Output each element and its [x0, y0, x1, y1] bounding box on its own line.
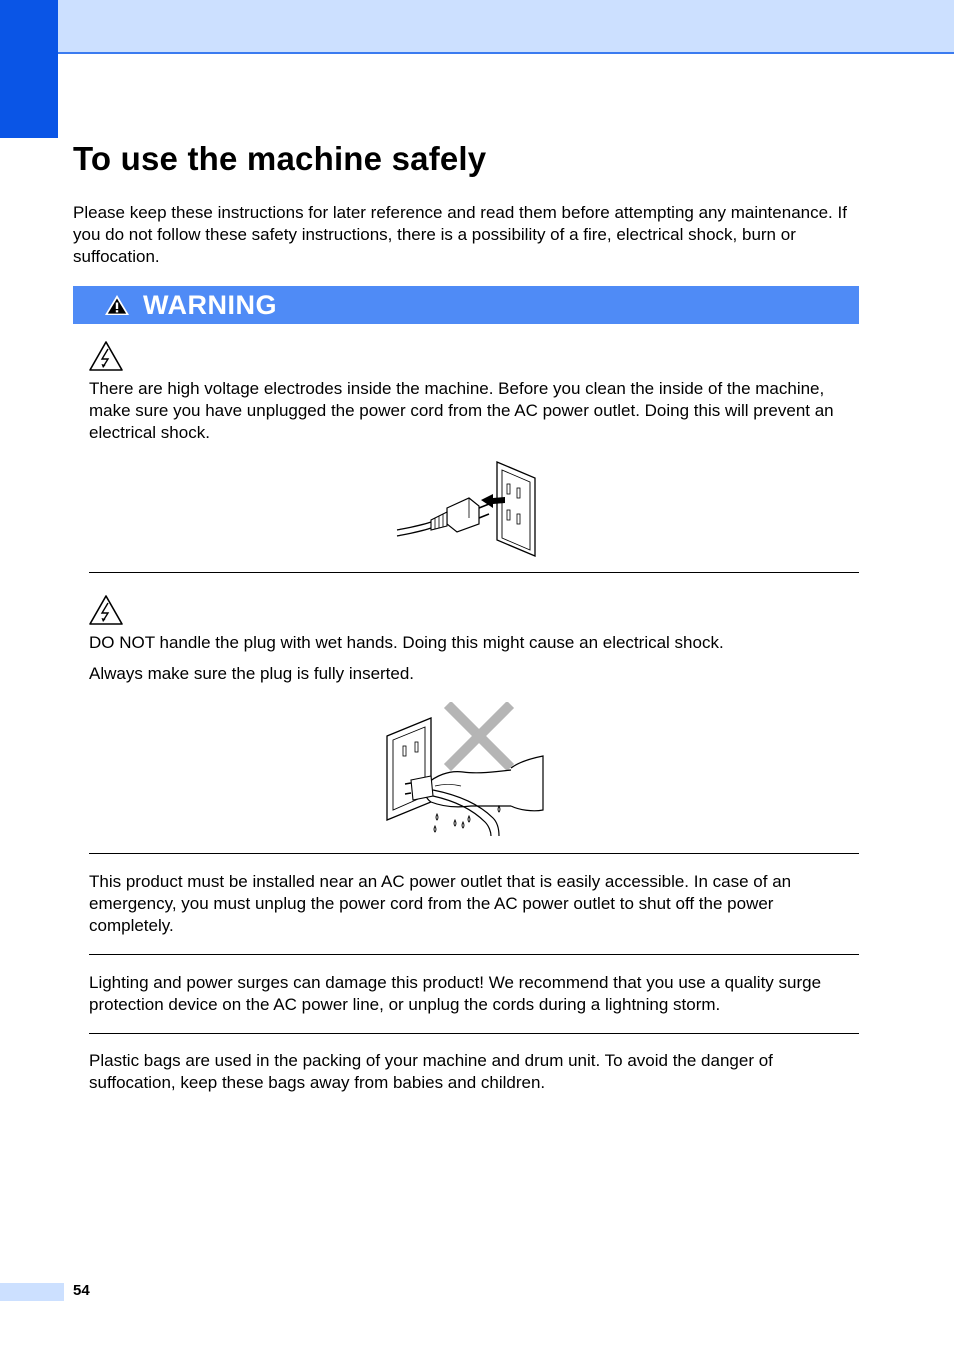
divider [89, 1033, 859, 1034]
warning-item-1-text: There are high voltage electrodes inside the machine. Before you clean the inside of the machine, make sure you have unplugged the power cord from the AC power outlet. Doing this will prevent an electrical shock. [89, 379, 834, 442]
warning-item-2-text: DO NOT handle the plug with wet hands. Doing this might cause an electrical shock. [89, 633, 724, 652]
high-voltage-icon [88, 340, 124, 372]
warning-item-4-text: Lighting and power surges can damage this product! We recommend that you use a quality surge protection device on the AC power line, or unplug the cords during a lightning storm. [89, 973, 822, 1014]
intro-paragraph: Please keep these instructions for later reference and read them before attempting any maintenance. If you do not follow these safety instructions, there is a possibility of a fire, electrical shock, burn or suffocation. [73, 203, 847, 266]
page-title: To use the machine safely [73, 140, 487, 177]
warning-item-2-text-2: Always make sure the plug is fully inserted. [89, 664, 415, 683]
divider [89, 853, 859, 854]
divider [89, 572, 859, 573]
header-band [0, 0, 954, 54]
divider [89, 954, 859, 955]
wet-hands-plug-prohibited-illustration [385, 702, 547, 838]
warning-title: WARNING [143, 289, 277, 320]
warning-triangle-icon [103, 293, 131, 317]
warning-bar [73, 286, 859, 324]
high-voltage-icon [88, 594, 124, 626]
unplug-power-cord-illustration [395, 460, 540, 558]
page-number-band [0, 1283, 64, 1301]
warning-item-3-text: This product must be installed near an AC power outlet that is easily accessible. In case of an emergency, you must unplug the power cord from the AC power outlet to shut off the power completely. [89, 872, 792, 935]
warning-item-5-text: Plastic bags are used in the packing of your machine and drum unit. To avoid the danger of suffocation, keep these bags away from babies and children. [89, 1051, 773, 1092]
page-number: 54 [73, 1282, 90, 1299]
chapter-tab [0, 0, 58, 138]
